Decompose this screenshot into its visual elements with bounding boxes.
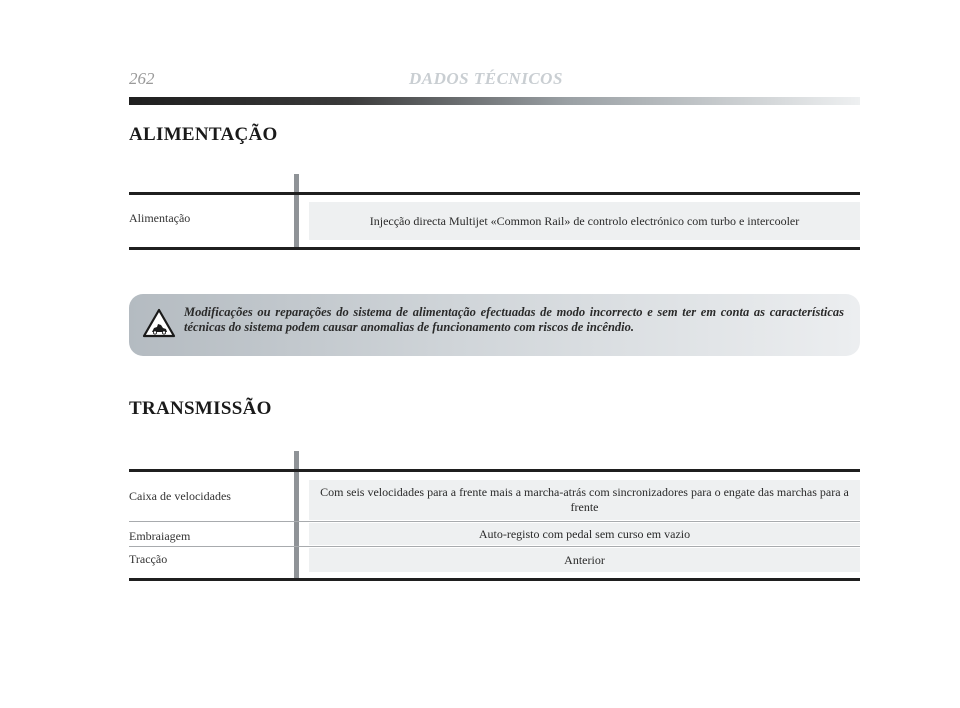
warning-text: Modificações ou reparações do sistema de alimentação efectuadas de modo incorrecto e sem ter em conta as características técnicas do sistema podem causar anomalias de funcionamento com riscos de incêndio. [184,305,844,334]
table-top-rule [129,192,860,195]
row-label-caixa: Caixa de velocidades [129,489,231,503]
page-number: 262 [129,69,155,88]
table-bottom-rule [129,247,860,250]
table-bottom-rule [129,578,860,581]
row-value-alimentacao: Injecção directa Multijet «Common Rail» de controlo electrónico com turbo e intercooler [309,202,860,240]
table-top-rule [129,469,860,472]
row-label-traccao: Tracção [129,552,168,566]
row-value-traccao: Anterior [309,548,860,572]
row-separator [129,521,860,522]
section-title-alimentacao: ALIMENTAÇÃO [129,124,278,145]
header-rule [129,97,860,105]
section-title-transmissao: TRANSMISSÃO [129,398,272,419]
running-title: DADOS TÉCNICOS [409,69,563,88]
row-value-caixa: Com seis velocidades para a frente mais a marcha-atrás com sincronizadores para o engate das marchas para a frente [309,480,860,520]
row-label-embraiagem: Embraiagem [129,529,191,543]
row-value-embraiagem: Auto-registo com pedal sem curso em vazio [309,523,860,545]
row-label-alimentacao: Alimentação [129,211,191,225]
warning-box [129,294,860,356]
warning-triangle-icon [142,308,176,338]
row-separator [129,546,860,547]
table-divider-bar [294,174,299,248]
